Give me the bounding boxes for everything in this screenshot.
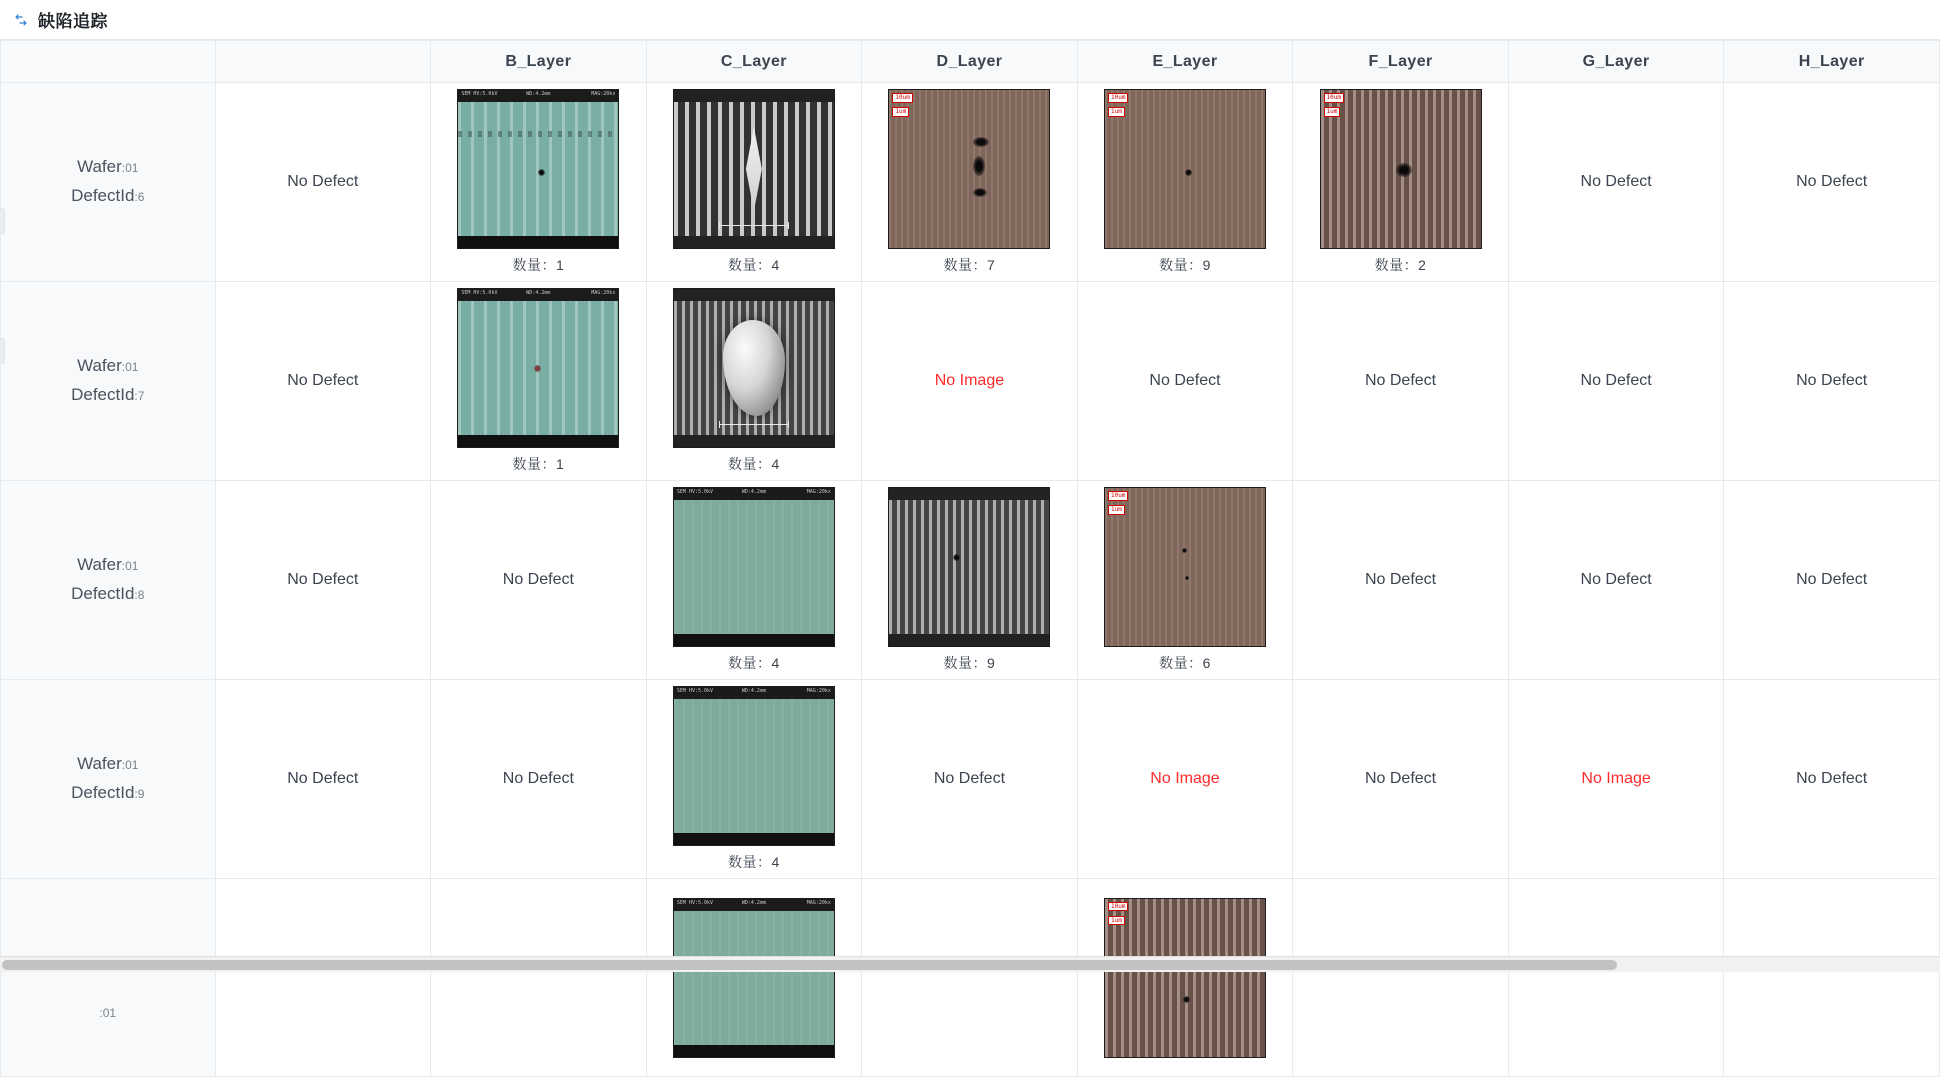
cell-status-text: No Defect — [1149, 372, 1221, 389]
defect-id: :8 — [134, 588, 145, 602]
defect-image-thumbnail[interactable] — [888, 487, 1050, 647]
defect-count-label: 数量：9 — [943, 655, 996, 671]
defect-count-label: 数量：1 — [512, 456, 565, 472]
link-tracking-icon — [12, 11, 30, 29]
cell-d-layer[interactable] — [862, 83, 1078, 282]
header-col-h-layer[interactable]: H_Layer — [1724, 41, 1940, 83]
cell-h-layer[interactable] — [1724, 680, 1940, 879]
table-body — [1, 83, 1940, 1077]
header-col-f-layer[interactable]: F_Layer — [1293, 41, 1509, 83]
scale-tag: 1um — [1324, 107, 1341, 117]
cell-f-layer[interactable] — [1293, 83, 1509, 282]
cell-c-layer[interactable] — [646, 481, 862, 680]
cell-a-layer[interactable] — [215, 879, 431, 1077]
cell-c-layer[interactable] — [646, 83, 862, 282]
cell-status-text: No Defect — [1580, 173, 1652, 190]
header-col-d-layer[interactable]: D_Layer — [862, 41, 1078, 83]
scale-tag: 10um — [1324, 93, 1344, 103]
cell-status-text: No Defect — [1796, 372, 1868, 389]
header-row-label — [1, 41, 216, 83]
defect-image-thumbnail[interactable]: SEM HV:5.0kV WD:4.2mm MAG:20kx — [457, 288, 619, 448]
cell-status-text: No Defect — [1364, 571, 1437, 588]
cell-d-layer[interactable] — [862, 680, 1078, 879]
wafer-id: :01 — [121, 559, 139, 574]
defect-count-label: 数量：4 — [728, 655, 780, 671]
cell-b-layer[interactable] — [431, 282, 647, 481]
defect-count-label: 数量：4 — [728, 456, 780, 472]
cell-g-layer[interactable] — [1508, 83, 1724, 282]
cell-d-layer[interactable] — [862, 879, 1078, 1077]
defect-count-label: 数量：9 — [1159, 257, 1211, 273]
row-header-cell — [1, 879, 216, 1077]
defect-count-label: 数量：2 — [1374, 257, 1427, 273]
cell-status-text: No Defect — [287, 770, 359, 787]
cell-e-layer[interactable] — [1077, 879, 1293, 1077]
row-header-cell — [1, 680, 216, 879]
cell-f-layer[interactable] — [1293, 680, 1509, 879]
cell-c-layer[interactable] — [646, 879, 862, 1077]
defect-image-thumbnail[interactable] — [1104, 898, 1266, 1058]
row-resize-handle-1[interactable] — [0, 208, 5, 234]
defect-count-label: 数量：7 — [943, 257, 996, 273]
table-row[interactable] — [1, 481, 1940, 680]
scale-tag: 1um — [1108, 505, 1125, 515]
cell-f-layer[interactable] — [1293, 282, 1509, 481]
scale-tag: 10um — [1108, 93, 1128, 103]
defect-count-label: 数量：1 — [512, 257, 565, 273]
cell-h-layer[interactable] — [1724, 282, 1940, 481]
defect-count-label: 数量：4 — [728, 257, 780, 273]
defect-id: :9 — [134, 787, 145, 801]
cell-status-text: No Defect — [502, 770, 574, 787]
header-col-a — [215, 41, 431, 83]
defect-label: DefectId — [71, 783, 135, 802]
cell-c-layer[interactable] — [646, 282, 862, 481]
cell-status-text: No Defect — [502, 571, 574, 588]
defect-image-thumbnail[interactable]: SEM HV:5.0kV WD:4.2mm MAG:20kx — [673, 487, 835, 647]
wafer-id: :01 — [99, 1005, 117, 1020]
defect-count-label: 数量：6 — [1159, 655, 1211, 671]
cell-g-layer[interactable] — [1508, 282, 1724, 481]
cell-a-layer[interactable] — [215, 282, 431, 481]
cell-status-text: No Defect — [287, 571, 359, 588]
row-header-cell — [1, 83, 216, 282]
cell-h-layer[interactable] — [1724, 879, 1940, 1077]
scale-tag: 1um — [892, 107, 909, 117]
cell-b-layer[interactable] — [431, 680, 647, 879]
defect-image-thumbnail[interactable] — [673, 288, 835, 448]
cell-d-layer[interactable] — [862, 481, 1078, 680]
cell-h-layer[interactable] — [1724, 83, 1940, 282]
cell-status-text: No Defect — [1364, 372, 1437, 389]
cell-g-layer[interactable] — [1508, 481, 1724, 680]
cell-status-text: No Defect — [287, 372, 359, 389]
defect-image-thumbnail[interactable]: SEM HV:5.0kV WD:4.2mm MAG:20kx — [457, 89, 619, 249]
table-row[interactable] — [1, 879, 1940, 1077]
cell-status-text: No Image — [1150, 770, 1220, 787]
cell-e-layer[interactable] — [1077, 282, 1293, 481]
wafer-label: Wafer — [77, 157, 122, 177]
row-header-cell — [1, 282, 216, 481]
header-col-g-layer[interactable]: G_Layer — [1508, 41, 1724, 83]
scale-tag: 10um — [1108, 491, 1128, 501]
cell-status-text: No Image — [934, 372, 1005, 389]
scale-tag: 10um — [892, 93, 912, 103]
defect-count-label: 数量：4 — [728, 854, 780, 870]
scale-tag: 1um — [1108, 107, 1125, 117]
cell-status-text: No Defect — [1796, 173, 1868, 190]
window-title-bar — [0, 0, 1940, 40]
defect-grid-container[interactable] — [0, 40, 1940, 1020]
defect-image-thumbnail[interactable] — [673, 89, 835, 249]
cell-h-layer[interactable] — [1724, 481, 1940, 680]
cell-d-layer[interactable] — [862, 282, 1078, 481]
cell-g-layer[interactable] — [1508, 879, 1724, 1077]
wafer-label: Wafer — [77, 555, 122, 575]
cell-a-layer[interactable] — [215, 83, 431, 282]
defect-label: DefectId — [71, 186, 135, 205]
wafer-id: :01 — [121, 758, 139, 773]
defect-image-thumbnail[interactable] — [1320, 89, 1482, 249]
defect-image-thumbnail[interactable] — [1104, 487, 1266, 647]
wafer-id: :01 — [121, 161, 139, 176]
scale-tag: 1um — [1108, 916, 1125, 926]
defect-image-thumbnail[interactable]: SEM HV:5.0kV WD:4.2mm MAG:20kx — [673, 686, 835, 846]
cell-status-text: No Defect — [1796, 770, 1868, 787]
cell-c-layer[interactable] — [646, 680, 862, 879]
horizontal-scrollbar[interactable] — [0, 956, 1940, 972]
cell-a-layer[interactable] — [215, 481, 431, 680]
row-header-cell — [1, 481, 216, 680]
header-col-e-layer[interactable]: E_Layer — [1077, 41, 1293, 83]
header-col-c-layer[interactable]: C_Layer — [646, 41, 862, 83]
cell-b-layer[interactable] — [431, 83, 647, 282]
row-resize-handle-2[interactable] — [0, 338, 5, 364]
cell-status-text: No Defect — [287, 173, 359, 190]
wafer-label: Wafer — [77, 754, 122, 774]
cell-g-layer[interactable] — [1508, 680, 1724, 879]
cell-status-text: No Defect — [1580, 372, 1652, 389]
cell-e-layer[interactable] — [1077, 680, 1293, 879]
defect-image-thumbnail[interactable] — [888, 89, 1050, 249]
defect-id: :7 — [134, 389, 145, 403]
cell-status-text: No Defect — [933, 770, 1006, 787]
cell-a-layer[interactable] — [215, 680, 431, 879]
cell-status-text: No Defect — [1364, 770, 1437, 787]
table-row[interactable] — [1, 83, 1940, 282]
defect-image-thumbnail[interactable] — [1104, 89, 1266, 249]
cell-status-text: No Defect — [1580, 571, 1652, 588]
defect-image-thumbnail[interactable]: SEM HV:5.0kV WD:4.2mm MAG:20kx — [673, 898, 835, 1058]
cell-f-layer[interactable] — [1293, 481, 1509, 680]
defect-tracking-table — [0, 40, 1940, 1077]
header-col-b-layer[interactable]: B_Layer — [431, 41, 647, 83]
cell-b-layer[interactable] — [431, 879, 647, 1077]
page-title: 缺陷追踪 — [38, 12, 108, 31]
cell-e-layer[interactable] — [1077, 83, 1293, 282]
cell-e-layer[interactable] — [1077, 481, 1293, 680]
table-row[interactable] — [1, 680, 1940, 879]
defect-id: :6 — [134, 190, 145, 204]
cell-status-text: No Defect — [1796, 571, 1868, 588]
scale-tag: 10um — [1108, 902, 1128, 912]
table-row[interactable] — [1, 282, 1940, 481]
defect-label: DefectId — [71, 584, 135, 603]
scrollbar-thumb[interactable] — [2, 960, 1617, 970]
wafer-id: :01 — [121, 360, 139, 375]
defect-label: DefectId — [71, 385, 135, 404]
cell-status-text: No Image — [1581, 770, 1651, 787]
cell-b-layer[interactable] — [431, 481, 647, 680]
wafer-label: Wafer — [77, 356, 122, 376]
table-header — [1, 41, 1940, 83]
cell-f-layer[interactable] — [1293, 879, 1509, 1077]
